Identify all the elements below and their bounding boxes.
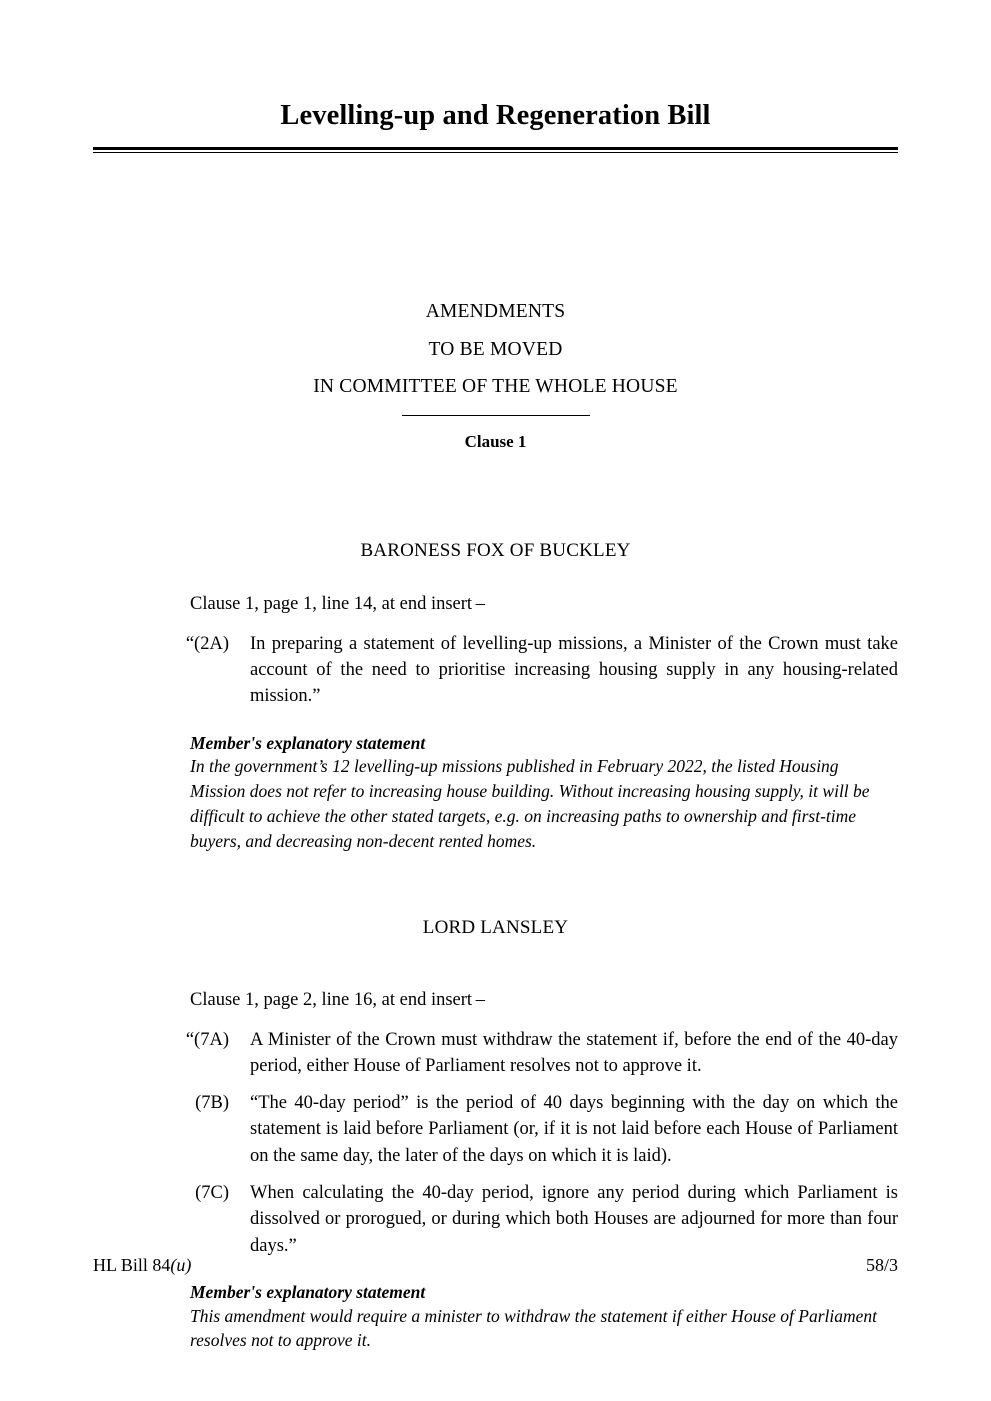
member-name-lord-lansley: LORD LANSLEY	[422, 916, 569, 938]
amendment-paragraph-7a	[93, 1027, 898, 1080]
heading-to-be-moved: TO BE MOVED	[428, 338, 563, 360]
amendment-marker: (7B)	[195, 1093, 229, 1114]
heading-block	[93, 302, 898, 452]
clause-heading: Clause 1	[464, 432, 527, 452]
spacer	[93, 958, 898, 988]
spacer	[93, 562, 898, 592]
explanatory-statement-text: This amendment would require a minister to withdraw the statement if either House of Parliament resolves not to approve it.	[190, 1305, 877, 1351]
amendment-text: A Minister of the Crown must withdraw the statement if, before the end of the 40-day period, either House of Parliament resolves not to approve it.	[250, 1029, 898, 1076]
title-double-rule	[93, 147, 898, 154]
page-title: Levelling-up and Regeneration Bill	[280, 100, 711, 131]
title-rule-thin	[93, 152, 898, 154]
title-block	[93, 100, 898, 153]
explanatory-statement-title: Member's explanatory statement	[190, 732, 426, 753]
explanatory-statement-title: Member's explanatory statement	[190, 1281, 426, 1302]
heading-in-committee: IN COMMITTEE OF THE WHOLE HOUSE	[313, 376, 678, 397]
amendment-marker: “(7A)	[185, 1029, 229, 1050]
heading-divider-rule	[402, 415, 590, 417]
heading-amendments: AMENDMENTS	[425, 301, 566, 322]
amendment-intro-2: Clause 1, page 2, line 16, at end insert –	[190, 989, 486, 1010]
amendment-text: In preparing a statement of levelling-up missions, a Minister of the Crown must take account of the need to prioritise increasing housing supply in any housing-related mission.”	[250, 633, 898, 707]
bill-reference	[93, 1255, 191, 1277]
bill-number: HL Bill 84	[93, 1255, 171, 1275]
page-reference: 58/3	[865, 1255, 898, 1275]
amendment-intro-1: Clause 1, page 1, line 14, at end insert –	[190, 593, 486, 614]
bill-suffix: (u)	[170, 1255, 192, 1275]
amendments-content	[93, 515, 898, 1353]
spacer	[93, 854, 898, 899]
member-name-baroness-fox: BARONESS FOX OF BUCKLEY	[360, 540, 631, 561]
amendment-text: “The 40-day period” is the period of 40 days beginning with the day on which the statement is laid before Parliament (or, if it is not laid before each House of Parliament on the same day, the later of the days on which it is laid).	[250, 1093, 898, 1166]
amendment-paragraph-7c	[93, 1180, 898, 1259]
amendment-paragraph-7b	[93, 1090, 898, 1169]
explanatory-statement-2	[93, 1281, 898, 1353]
page-footer	[93, 1255, 898, 1277]
explanatory-statement-1	[93, 732, 898, 854]
amendment-text: When calculating the 40-day period, ignore any period during which Parliament is dissolved or prorogued, or during which both Houses are adjourned for more than four days.”	[250, 1182, 898, 1256]
amendment-paragraph-2a	[93, 631, 898, 710]
amendment-marker: “(2A)	[185, 633, 229, 654]
amendment-marker: (7C)	[195, 1182, 229, 1203]
explanatory-statement-text: In the government’s 12 levelling-up missions published in February 2022, the listed Housing Mission does not refer to increasing house building. Without increasing housing supply, it will be difficult to achieve the other stated targets, e.g. on increasing paths to ownership and first-time buyers, and decreasing non-decent rented homes.	[190, 756, 870, 851]
